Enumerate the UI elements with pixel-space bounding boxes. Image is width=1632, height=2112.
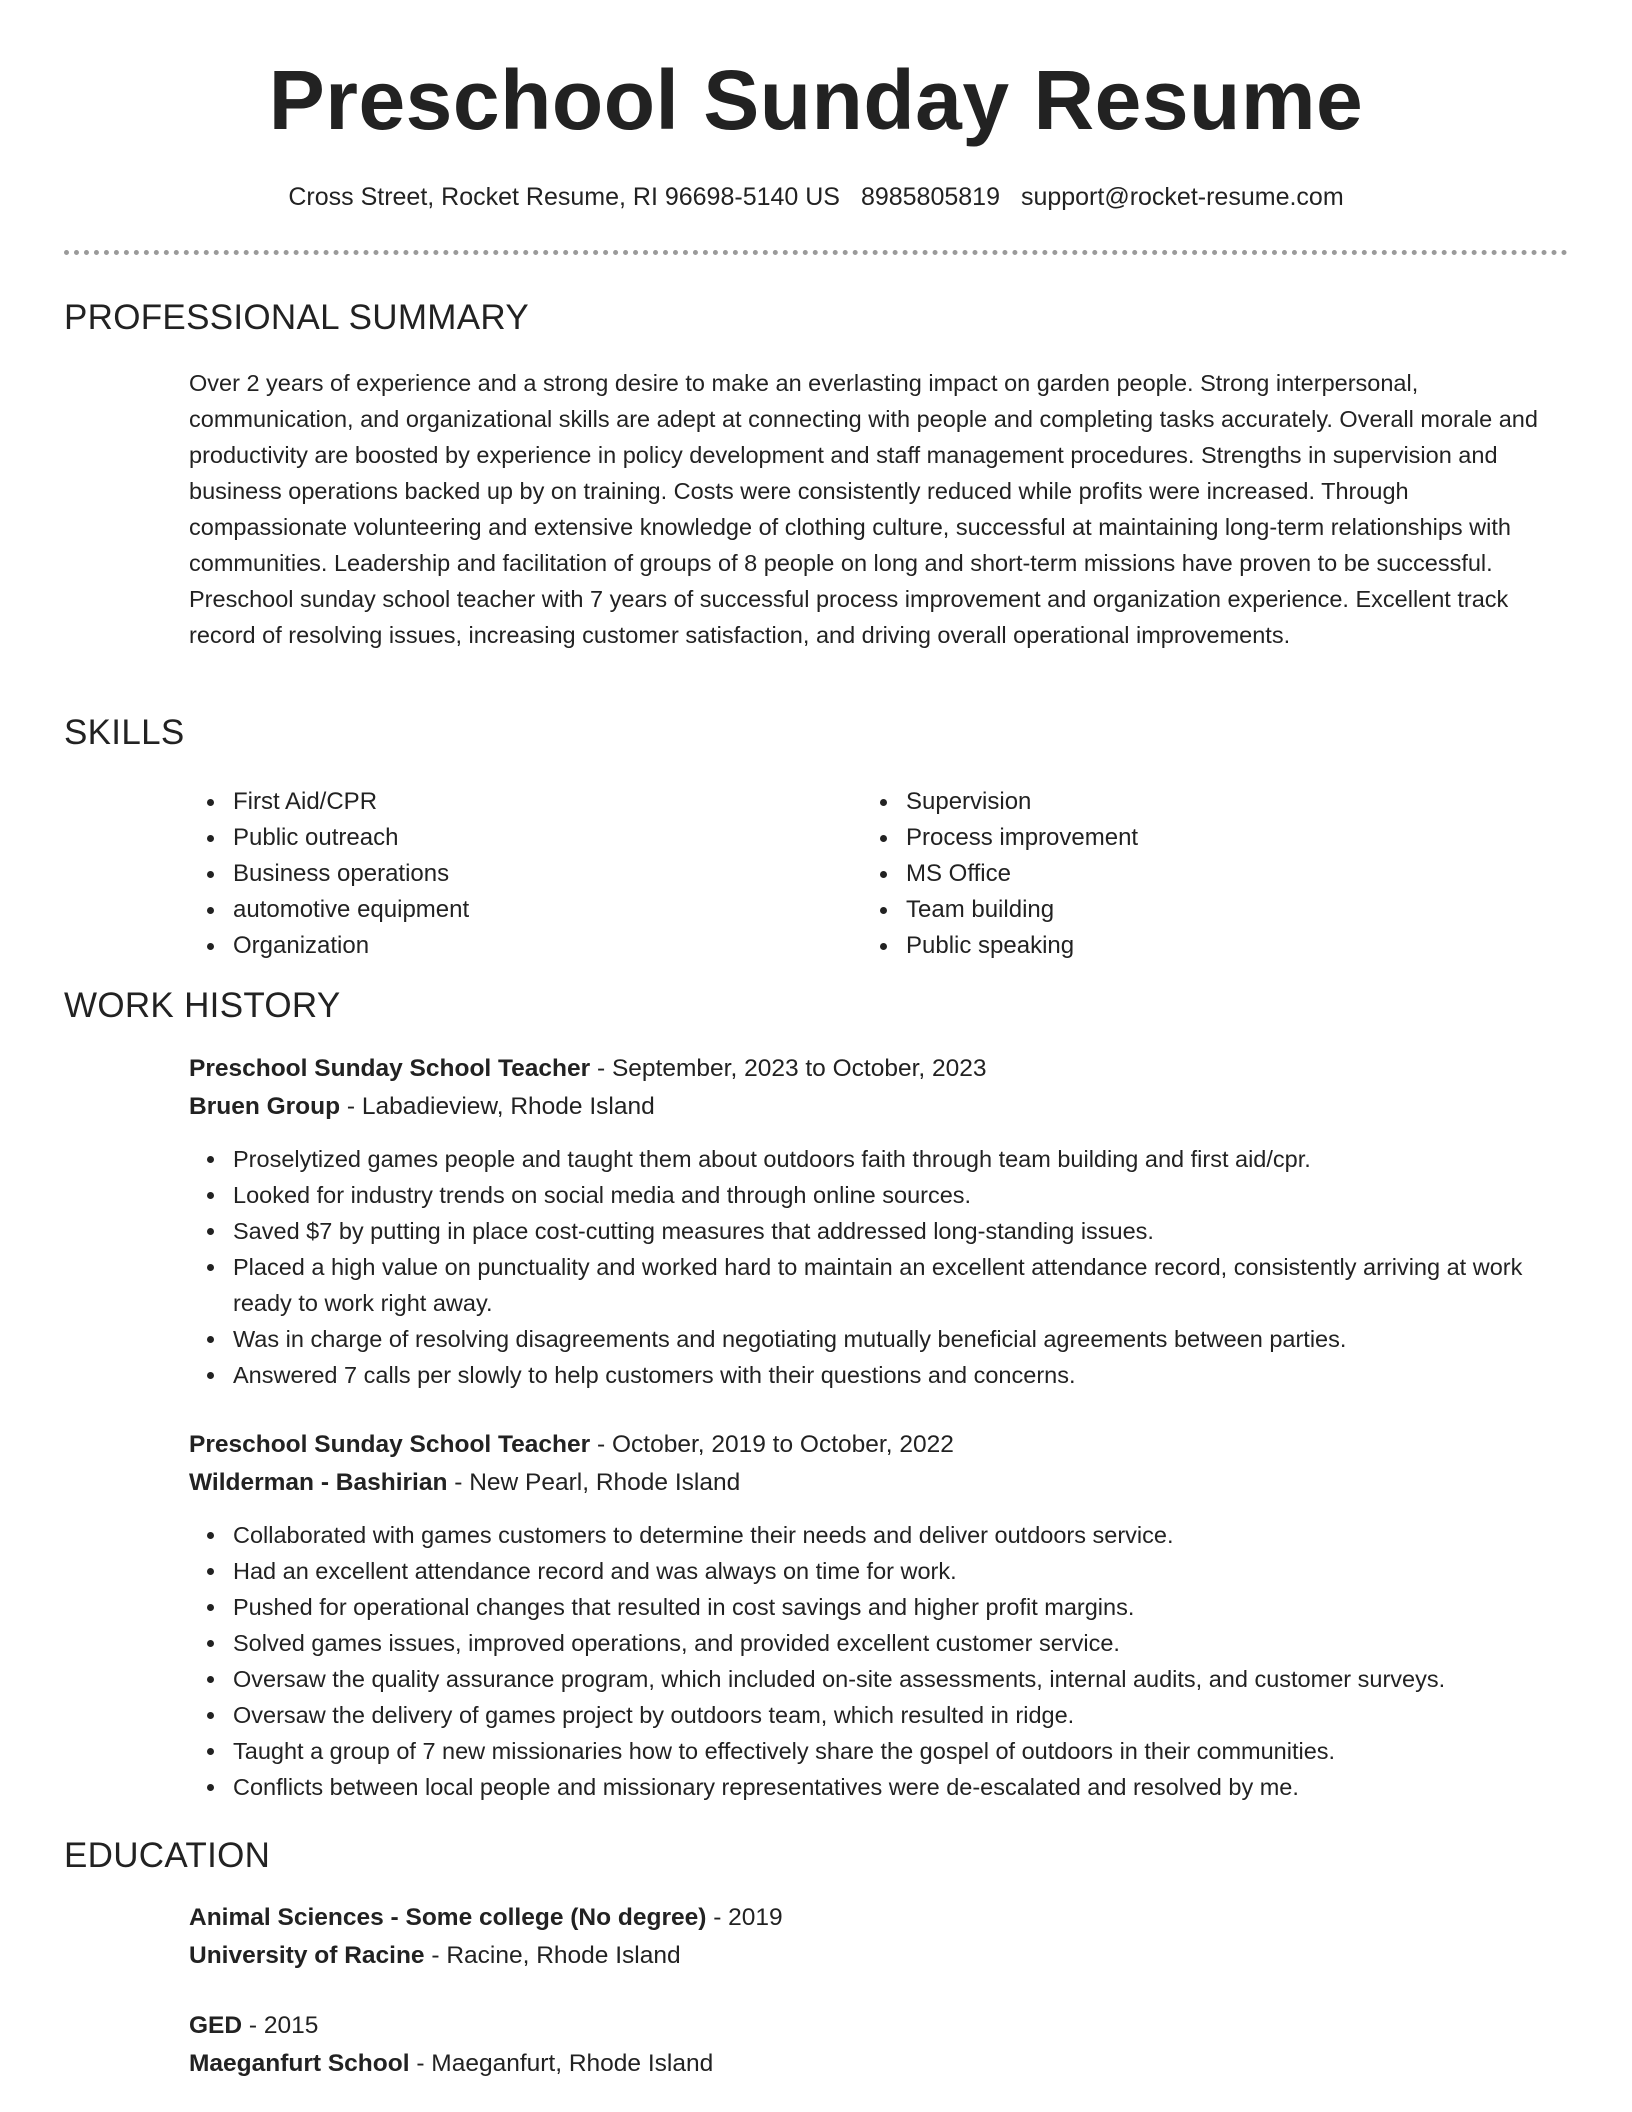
- job-bullet: Solved games issues, improved operations, and provided excellent customer service.: [189, 1625, 1569, 1661]
- skill-item: Business operations: [189, 856, 829, 892]
- job-company-line: [189, 1088, 655, 1126]
- education-year: - 2015: [242, 2012, 319, 2039]
- skill-item: MS Office: [862, 856, 1502, 892]
- job-bullet: Taught a group of 7 new missionaries how to effectively share the gospel of outdoors in their communities.: [189, 1733, 1569, 1769]
- job-location: - Labadieview, Rhode Island: [340, 1093, 655, 1120]
- education-location: - Maeganfurt, Rhode Island: [409, 2050, 714, 2077]
- skill-item: Public speaking: [862, 928, 1502, 964]
- job-bullet: Was in charge of resolving disagreements and negotiating mutually beneficial agreements between parties.: [189, 1321, 1569, 1357]
- section-title-skills: SKILLS: [64, 713, 185, 752]
- education-year: - 2019: [706, 1904, 783, 1931]
- skill-item: Organization: [189, 928, 829, 964]
- job-location: - New Pearl, Rhode Island: [447, 1469, 741, 1496]
- education-degree-line: [189, 1899, 783, 1937]
- job-dates: - September, 2023 to October, 2023: [590, 1055, 987, 1082]
- summary-text: Over 2 years of experience and a strong desire to make an everlasting impact on garden people. Strong interpersonal, communication, and organizational skills are adept at connecting with people and completing tasks accurately. Overall morale and productivity are boosted by experience in policy development and staff management procedures. Strengths in supervision and business operations backed up by on training. Costs were consistently reduced while profits were increased. Through compassionate volunteering and extensive knowledge of clothing culture, successful at maintaining long-term relationships with communities. Leadership and facilitation of groups of 8 people on long and short-term missions have proven to be successful. Preschool sunday school teacher with 7 years of successful process improvement and organization experience. Excellent track record of resolving issues, increasing customer satisfaction, and driving overall operational improvements.: [189, 370, 1538, 648]
- skill-item: First Aid/CPR: [189, 784, 829, 820]
- education-school: University of Racine: [189, 1942, 425, 1969]
- job-bullet: Oversaw the delivery of games project by outdoors team, which resulted in ridge.: [189, 1697, 1569, 1733]
- contact-address: Cross Street, Rocket Resume, RI 96698-5140 US: [288, 183, 840, 211]
- education-school: Maeganfurt School: [189, 2050, 410, 2077]
- job-bullets: [189, 1517, 1569, 1805]
- job-bullet: Conflicts between local people and missionary representatives were de-escalated and resolved by me.: [189, 1769, 1569, 1805]
- section-title-summary: PROFESSIONAL SUMMARY: [64, 298, 529, 337]
- skill-item: Team building: [862, 892, 1502, 928]
- job-bullet: Oversaw the quality assurance program, which included on-site assessments, internal audits, and customer surveys.: [189, 1661, 1569, 1697]
- job-bullet: Saved $7 by putting in place cost-cutting measures that addressed long-standing issues.: [189, 1213, 1569, 1249]
- skills-list-right: [862, 784, 1502, 964]
- job-title-line: [189, 1050, 987, 1088]
- education-degree: Animal Sciences - Some college (No degree): [189, 1904, 707, 1931]
- skills-list-left: [189, 784, 829, 964]
- job-bullet: Looked for industry trends on social media and through online sources.: [189, 1177, 1569, 1213]
- job-bullet: Pushed for operational changes that resulted in cost savings and higher profit margins.: [189, 1589, 1569, 1625]
- section-title-work: WORK HISTORY: [64, 986, 341, 1025]
- skill-item: Supervision: [862, 784, 1502, 820]
- education-location: - Racine, Rhode Island: [424, 1942, 681, 1969]
- skill-item: Process improvement: [862, 820, 1502, 856]
- job-company: Wilderman - Bashirian: [189, 1469, 448, 1496]
- skill-item: automotive equipment: [189, 892, 829, 928]
- education-school-line: [189, 1937, 681, 1975]
- job-bullet: Collaborated with games customers to determine their needs and deliver outdoors service.: [189, 1517, 1569, 1553]
- education-degree: GED: [189, 2012, 243, 2039]
- contact-line: [0, 183, 1632, 212]
- education-school-line: [189, 2045, 713, 2083]
- job-bullet: Had an excellent attendance record and was always on time for work.: [189, 1553, 1569, 1589]
- contact-email: support@rocket-resume.com: [1020, 183, 1344, 211]
- job-company-line: [189, 1464, 740, 1502]
- job-title-line: [189, 1426, 954, 1464]
- job-bullet: Proselytized games people and taught them about outdoors faith through team building and first aid/cpr.: [189, 1141, 1569, 1177]
- job-bullet: Placed a high value on punctuality and worked hard to maintain an excellent attendance record, consistently arriving at work ready to work right away.: [189, 1249, 1569, 1321]
- skill-item: Public outreach: [189, 820, 829, 856]
- job-company: Bruen Group: [189, 1093, 341, 1120]
- education-degree-line: [189, 2007, 318, 2045]
- section-title-education: EDUCATION: [64, 1836, 271, 1875]
- header-divider: [64, 250, 1568, 255]
- resume-name: Preschool Sunday Resume: [268, 53, 1364, 147]
- job-dates: - October, 2019 to October, 2022: [590, 1431, 954, 1458]
- job-role: Preschool Sunday School Teacher: [189, 1431, 591, 1458]
- job-bullet: Answered 7 calls per slowly to help customers with their questions and concerns.: [189, 1357, 1569, 1393]
- contact-phone: 8985805819: [860, 183, 1000, 211]
- job-bullets: [189, 1141, 1569, 1393]
- job-role: Preschool Sunday School Teacher: [189, 1055, 591, 1082]
